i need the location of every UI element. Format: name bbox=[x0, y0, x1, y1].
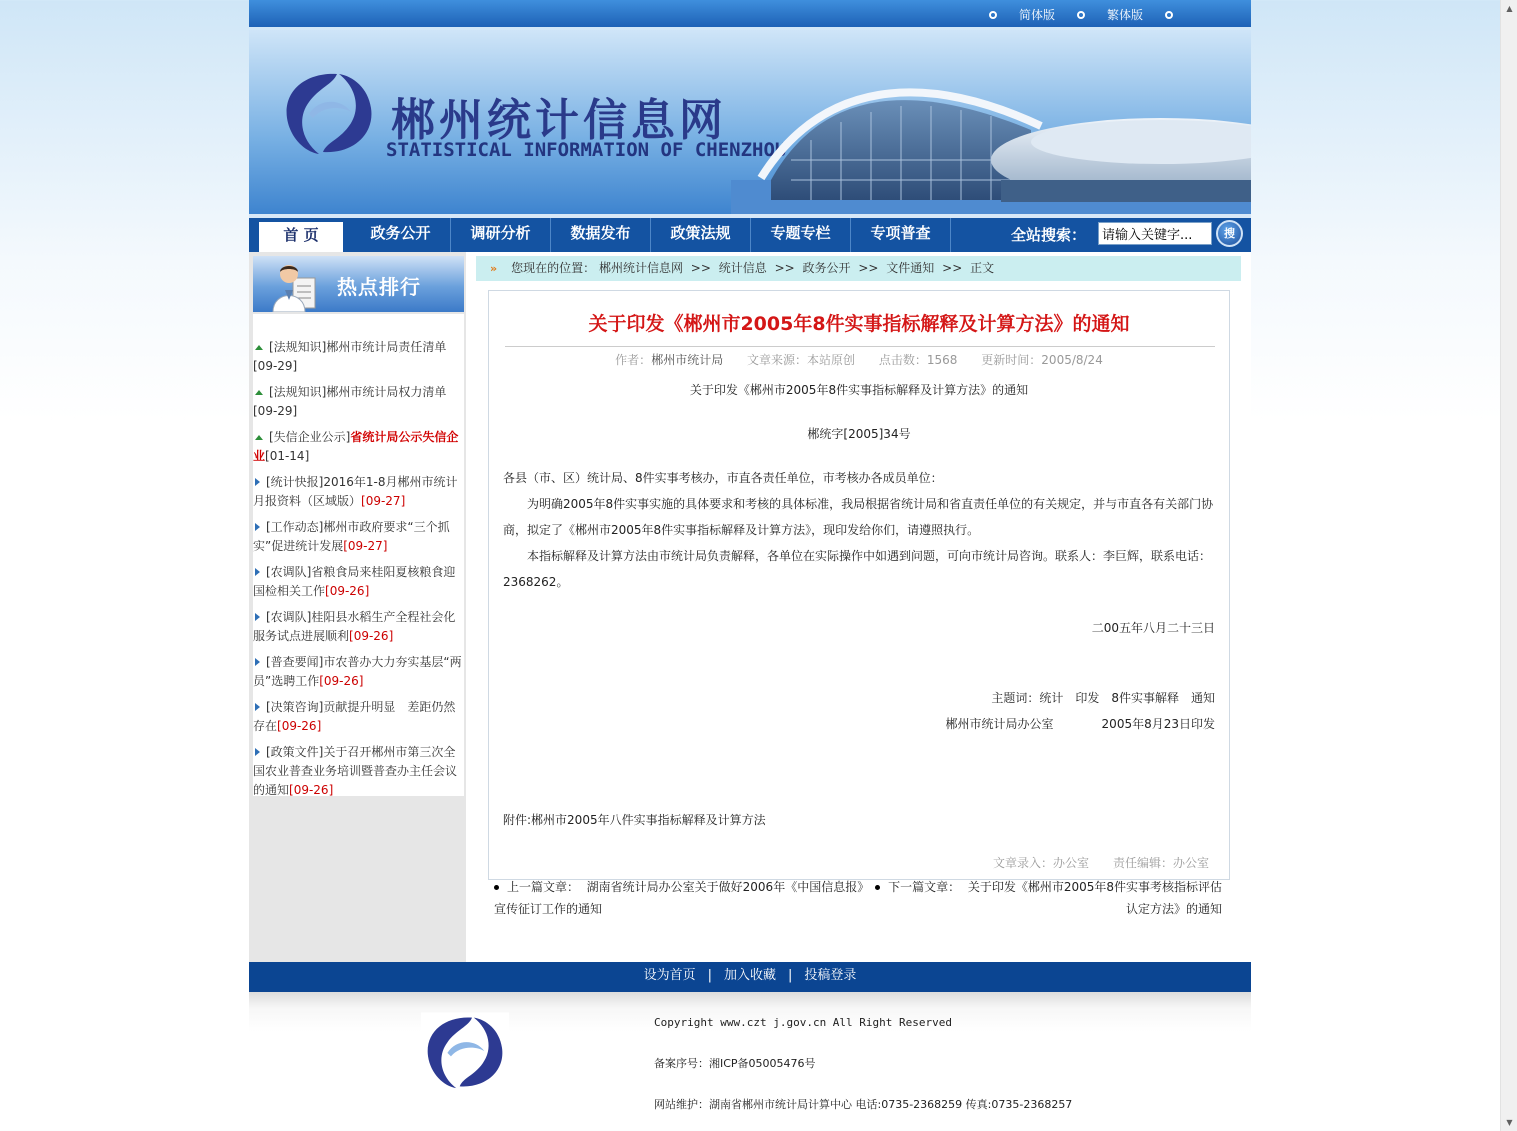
hot-list-item[interactable] bbox=[253, 563, 464, 601]
signing-date: 二00五年八月二十三日 bbox=[1091, 621, 1215, 635]
entry-label: 文章录入： bbox=[992, 856, 1053, 870]
item-category: [农调队] bbox=[266, 565, 312, 579]
item-category: [法规知识] bbox=[269, 340, 327, 354]
item-title-link[interactable]: 郴州市政府要求“三个抓实”促进统计发展 bbox=[253, 520, 450, 553]
breadcrumb-arrow-icon: » bbox=[490, 262, 498, 275]
item-date: [09-27] bbox=[361, 494, 406, 508]
person-avatar-icon bbox=[267, 260, 323, 312]
submit-login-link[interactable]: 投稿登录 bbox=[804, 968, 857, 983]
add-favorite-link[interactable]: 加入收藏 bbox=[723, 968, 776, 983]
article-title: 关于印发《郴州市2005年8件实事指标解释及计算方法》的通知 bbox=[588, 313, 1130, 335]
trend-up-icon bbox=[255, 345, 263, 350]
clicks-label: 点击数： bbox=[878, 353, 927, 367]
nav-research[interactable]: 调研分析 bbox=[451, 218, 551, 252]
source-value: 本站原创 bbox=[807, 353, 856, 367]
site-title-cn: 郴州统计信息网 bbox=[391, 95, 727, 146]
hot-list-item[interactable] bbox=[253, 518, 464, 556]
trend-up-icon bbox=[255, 435, 263, 440]
title-divider bbox=[505, 346, 1215, 347]
item-category: [决策咨询] bbox=[266, 700, 324, 714]
updated-label: 更新时间： bbox=[981, 353, 1042, 367]
arrow-right-icon bbox=[255, 658, 260, 666]
prev-article-link[interactable]: 湖南省统计局办公室关于做好2006年《中国信息报》宣传征订工作的通知 bbox=[494, 880, 870, 916]
breadcrumb-prefix: 您现在的位置： bbox=[511, 261, 596, 275]
main-nav bbox=[249, 214, 1251, 252]
nav-home[interactable]: 首 页 bbox=[259, 222, 343, 252]
hot-list-item[interactable] bbox=[253, 653, 464, 691]
item-category: [普查要闻] bbox=[266, 655, 324, 669]
scroll-up-icon[interactable]: ▲ bbox=[1506, 4, 1513, 13]
footer-info bbox=[654, 1002, 1072, 1125]
prev-label: 上一篇文章： bbox=[507, 880, 580, 894]
item-category: [工作动态] bbox=[266, 520, 324, 534]
breadcrumb-separator: >> bbox=[942, 261, 963, 275]
hot-list-item[interactable] bbox=[253, 383, 464, 421]
search-input[interactable] bbox=[1098, 222, 1212, 245]
item-title-link[interactable]: 2016年1-8月郴州市统计月报资料（区域版） bbox=[253, 475, 458, 508]
traditional-link[interactable]: 繁体版 bbox=[1106, 8, 1143, 22]
item-date: [09-27] bbox=[343, 539, 388, 553]
site-logo-icon bbox=[279, 68, 379, 158]
item-date: [09-26] bbox=[325, 584, 370, 598]
author-value: 郴州市统计局 bbox=[651, 353, 724, 367]
hot-list-item[interactable] bbox=[253, 608, 464, 646]
item-category: [失信企业公示] bbox=[269, 430, 351, 444]
editor-value: 办公室 bbox=[1172, 856, 1209, 870]
simplified-link[interactable]: 简体版 bbox=[1018, 8, 1055, 22]
arrow-right-icon bbox=[255, 703, 260, 711]
scroll-down-icon[interactable]: ▼ bbox=[1506, 1118, 1513, 1127]
breadcrumb-item-current: 正文 bbox=[970, 261, 995, 275]
nav-census[interactable]: 专项普查 bbox=[851, 218, 951, 252]
source-label: 文章来源： bbox=[747, 353, 808, 367]
item-date: [09-29] bbox=[253, 404, 298, 418]
updated-value: 2005/8/24 bbox=[1041, 353, 1103, 367]
language-switch bbox=[967, 6, 1195, 23]
maintainer-info: 网站维护：湖南省郴州市统计局计算中心 电话:0735-2368259 传真:0735-2368257 bbox=[654, 1098, 1073, 1111]
prev-article bbox=[494, 876, 874, 920]
paragraph-1: 为明确2005年8件实事实施的具体要求和考核的具体标准，我局根据省统计局和省直责任单位的有关规定，并与市直各有关部门协商，拟定了《郴州市2005年8件实事指标解释及计算方法》，现印发给你们，请遵照执行。 bbox=[503, 497, 1214, 537]
footer-nav: 设为首页 | 加入收藏 | 投稿登录 bbox=[249, 962, 1251, 992]
building-illustration bbox=[731, 30, 1251, 214]
breadcrumb-item-statistics[interactable]: 统计信息 bbox=[718, 261, 767, 275]
breadcrumb bbox=[476, 256, 1241, 281]
item-category: [统计快报] bbox=[266, 475, 324, 489]
site-banner bbox=[249, 30, 1251, 214]
arrow-right-icon bbox=[255, 568, 260, 576]
hot-list-item[interactable] bbox=[253, 428, 464, 466]
bullet-icon bbox=[989, 11, 997, 19]
page-container bbox=[249, 0, 1251, 1112]
entry-value: 办公室 bbox=[1052, 856, 1089, 870]
next-article bbox=[872, 876, 1222, 920]
trend-up-icon bbox=[255, 390, 263, 395]
next-label: 下一篇文章： bbox=[888, 880, 961, 894]
hot-list-item[interactable] bbox=[253, 338, 464, 376]
item-date: [09-26] bbox=[277, 719, 322, 733]
top-bar bbox=[249, 0, 1251, 27]
hot-ranking-list bbox=[253, 314, 464, 796]
article-panel bbox=[488, 290, 1230, 880]
set-homepage-link[interactable]: 设为首页 bbox=[643, 968, 696, 983]
item-title-link[interactable]: 省统计局公示失信企业 bbox=[253, 430, 459, 463]
issuer-line: 郴州市统计局办公室 2005年8月23日印发 bbox=[945, 717, 1215, 731]
breadcrumb-separator: >> bbox=[858, 261, 879, 275]
arrow-right-icon bbox=[255, 613, 260, 621]
item-title-link[interactable]: 郴州市统计局责任清单 bbox=[326, 340, 447, 354]
clicks-value: 1568 bbox=[926, 353, 958, 367]
nav-policy[interactable]: 政策法规 bbox=[651, 218, 751, 252]
footer bbox=[249, 992, 1251, 1112]
topic-words: 主题词：统计 印发 8件实事解释 通知 bbox=[991, 691, 1215, 705]
breadcrumb-item-home[interactable]: 郴州统计信息网 bbox=[598, 261, 683, 275]
nav-data-release[interactable]: 数据发布 bbox=[551, 218, 651, 252]
search-label: 全站搜索： bbox=[1011, 226, 1087, 244]
arrow-right-icon bbox=[255, 523, 260, 531]
article-subtitle: 关于印发《郴州市2005年8件实事指标解释及计算方法》的通知 bbox=[689, 383, 1029, 397]
item-date: [09-26] bbox=[319, 674, 364, 688]
breadcrumb-item-notices[interactable]: 文件通知 bbox=[886, 261, 935, 275]
arrow-right-icon bbox=[255, 478, 260, 486]
item-date: [09-26] bbox=[289, 783, 334, 797]
page-scrollbar[interactable] bbox=[1500, 0, 1517, 1131]
bullet-icon bbox=[875, 885, 880, 890]
item-title-link[interactable]: 桂阳县水稻生产全程社会化服务试点进展顺利 bbox=[253, 610, 456, 643]
item-title-link[interactable]: 郴州市统计局权力清单 bbox=[326, 385, 447, 399]
footer-logo-icon bbox=[421, 1010, 509, 1094]
next-article-link[interactable]: 关于印发《郴州市2005年8件实事考核指标评估认定方法》的通知 bbox=[967, 880, 1222, 916]
nav-topics[interactable]: 专题专栏 bbox=[751, 218, 851, 252]
salutation: 各县（市、区）统计局、8件实事考核办，市直各责任单位，市考核办各成员单位： bbox=[503, 471, 943, 485]
bullet-icon bbox=[1077, 11, 1085, 19]
item-category: [政策文件] bbox=[266, 745, 324, 759]
hot-ranking-header bbox=[253, 256, 464, 312]
article-meta bbox=[489, 351, 1229, 368]
breadcrumb-item-affairs[interactable]: 政务公开 bbox=[802, 261, 851, 275]
author-label: 作者： bbox=[615, 353, 652, 367]
bullet-icon bbox=[494, 885, 499, 890]
copyright: Copyright www.czt j.gov.cn All Right Reserved bbox=[654, 1016, 953, 1029]
attachment-line: 附件:郴州市2005年八件实事指标解释及计算方法 bbox=[503, 813, 766, 827]
document-number: 郴统字[2005]34号 bbox=[807, 427, 911, 441]
item-category: [法规知识] bbox=[269, 385, 327, 399]
item-title-link[interactable]: 贡献提升明显 差距仍然存在 bbox=[253, 700, 456, 733]
search-button[interactable]: 搜 bbox=[1216, 220, 1243, 247]
editor-label: 责任编辑： bbox=[1112, 856, 1173, 870]
item-date: [01-14] bbox=[265, 449, 310, 463]
site-title-en: STATISTICAL INFORMATION OF CHENZHOU bbox=[386, 139, 787, 161]
bullet-icon bbox=[1165, 11, 1173, 19]
paragraph-2: 本指标解释及计算方法由市统计局负责解释，各单位在实际操作中如遇到问题，可向市统计局咨询。联系人：李巨辉，联系电话：2368262。 bbox=[503, 549, 1212, 589]
hot-list-item[interactable] bbox=[253, 743, 464, 800]
hot-ranking-title: 热点排行 bbox=[337, 275, 421, 299]
icp-number: 备案序号：湘ICP备05005476号 bbox=[654, 1057, 816, 1070]
main-area bbox=[249, 252, 1251, 962]
arrow-right-icon bbox=[255, 748, 260, 756]
item-title-link[interactable]: 市农普办大力夯实基层“两员”选聘工作 bbox=[253, 655, 462, 688]
hot-list-item[interactable] bbox=[253, 473, 464, 511]
sidebar bbox=[249, 252, 466, 962]
breadcrumb-separator: >> bbox=[774, 261, 795, 275]
nav-government-affairs[interactable]: 政务公开 bbox=[351, 218, 451, 252]
item-title-link[interactable]: 省粮食局来桂阳夏核粮食迎国检相关工作 bbox=[253, 565, 456, 598]
item-title-link[interactable]: 关于召开郴州市第三次全国农业普查业务培训暨普查办主任会议的通知 bbox=[253, 745, 458, 797]
item-date: [09-26] bbox=[349, 629, 394, 643]
item-date: [09-29] bbox=[253, 359, 298, 373]
hot-list-item[interactable] bbox=[253, 698, 464, 736]
article-body bbox=[503, 377, 1215, 833]
article-footer bbox=[993, 854, 1209, 871]
breadcrumb-separator: >> bbox=[690, 261, 711, 275]
item-category: [农调队] bbox=[266, 610, 312, 624]
